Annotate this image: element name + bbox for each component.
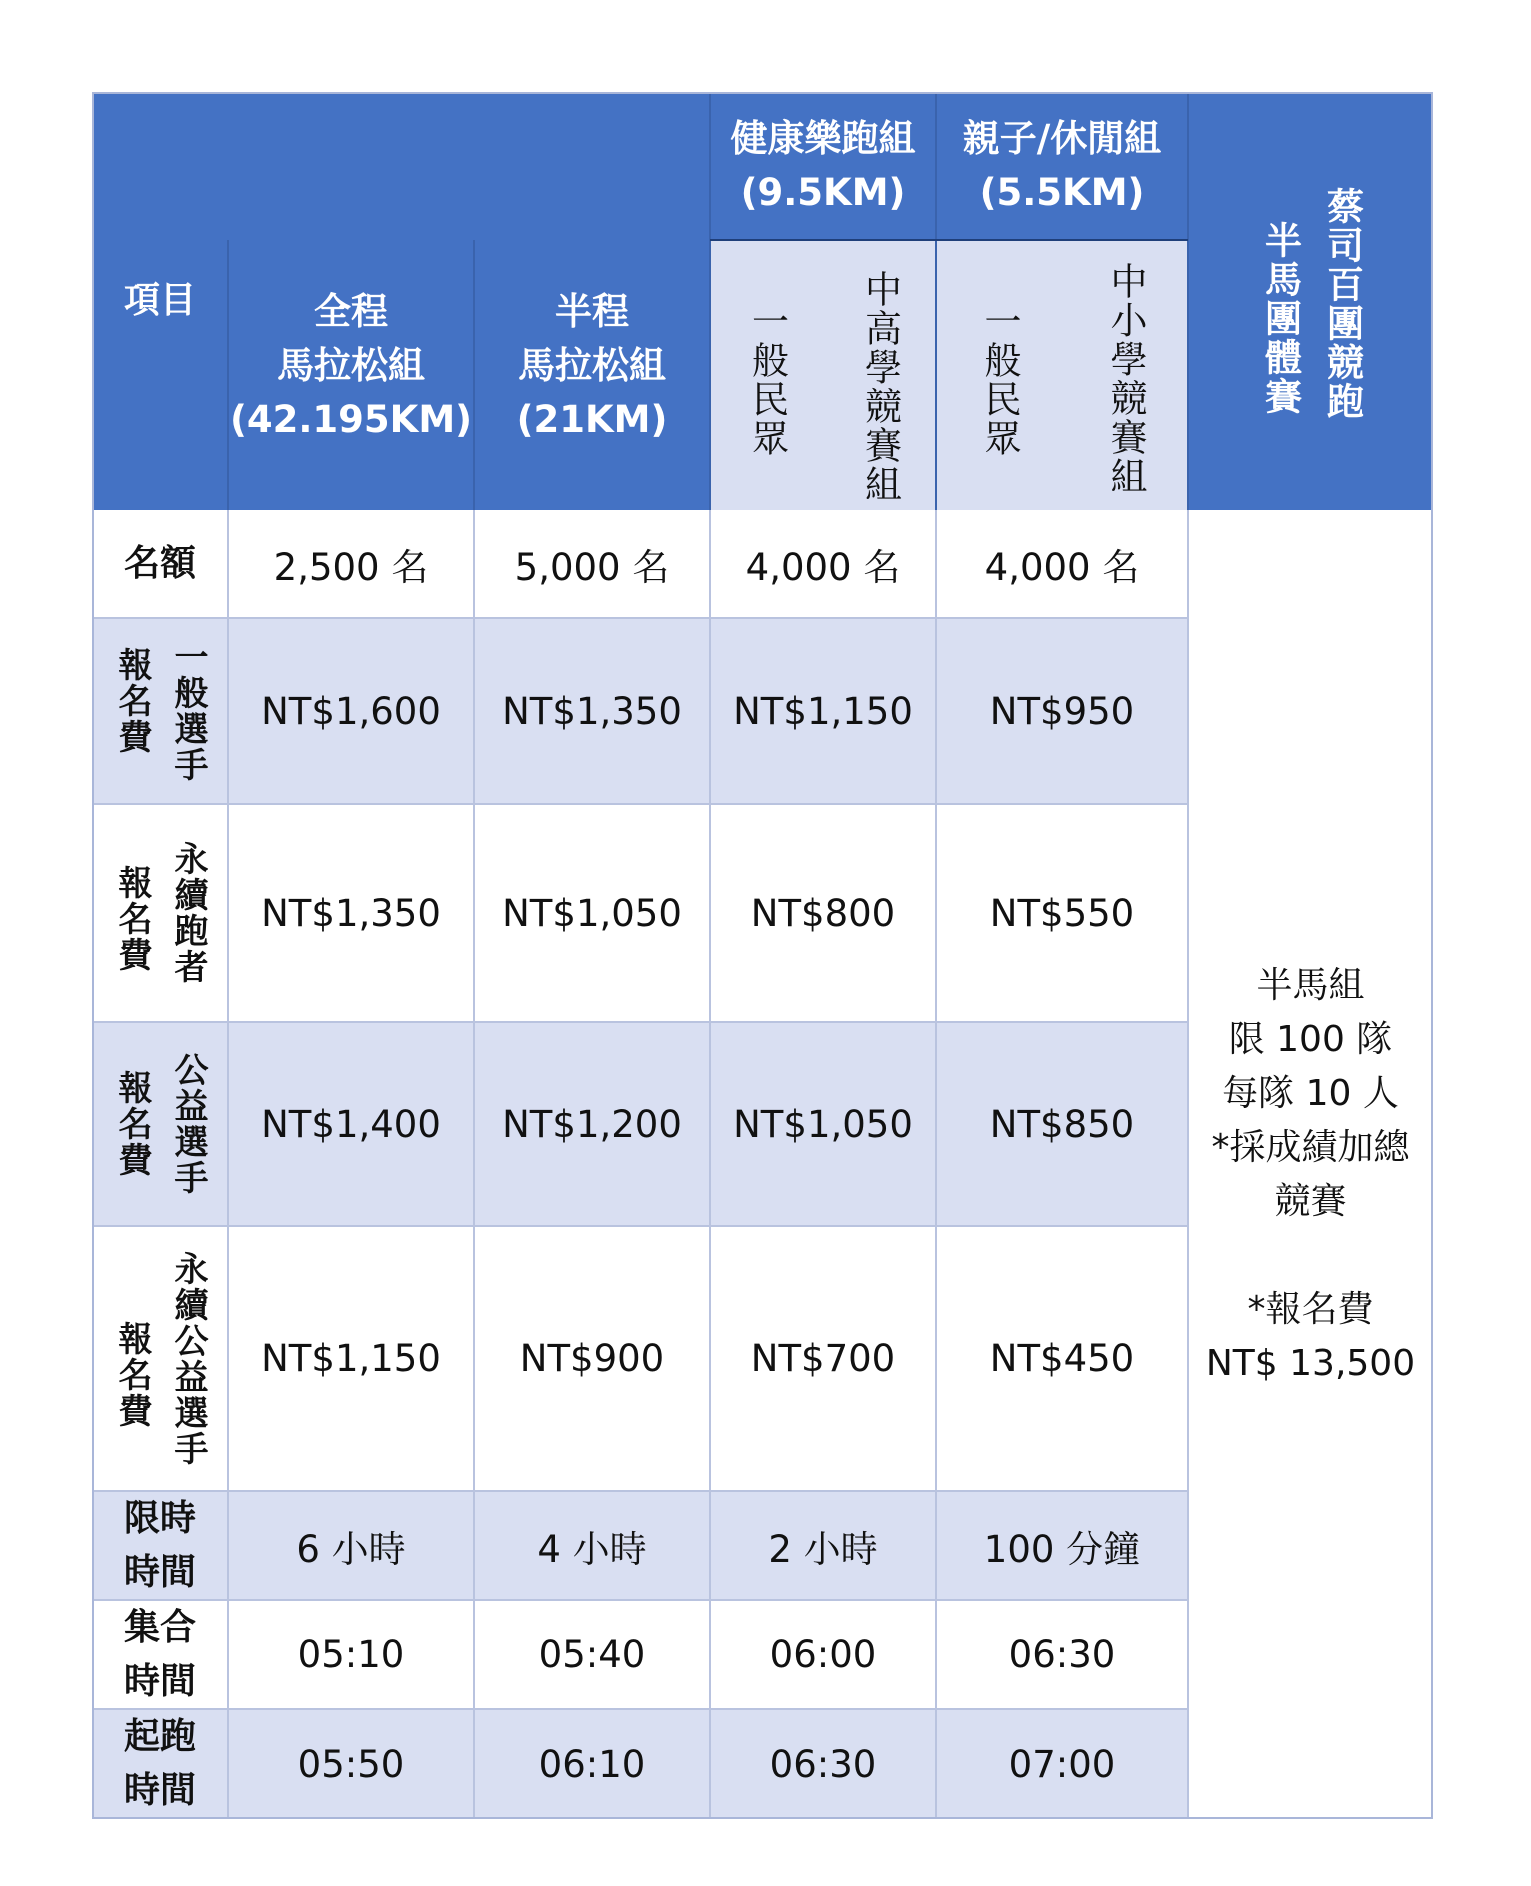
row-charity-fee-full: NT$1,400 [228,1022,474,1226]
row-time-limit-health: 2 小時 [710,1491,936,1600]
row-start-family: 07:00 [936,1709,1188,1819]
row-general-fee-full: NT$1,600 [228,618,474,804]
row-sustain-charity-fee-full: NT$1,150 [228,1226,474,1491]
row-sustain-fee-label-b: 報名費 [112,865,152,973]
row-time-limit-family: 100 分鐘 [936,1491,1188,1600]
team-race-note-cell [1188,510,1433,1819]
row-assembly-family: 06:30 [936,1600,1188,1709]
row-sustain-fee-family: NT$550 [936,804,1188,1022]
team-note-line2: 限 100 隊 [1228,1018,1393,1060]
row-quota-half: 5,000 名 [474,510,710,618]
row-charity-fee-family: NT$850 [936,1022,1188,1226]
header-health-line2: (9.5KM) [740,171,906,214]
header-full-line3: (42.195KM) [229,398,473,441]
header-team-col-a: 蔡司百團競跑 [1320,187,1364,421]
row-charity-fee-half: NT$1,200 [474,1022,710,1226]
row-general-fee-family: NT$950 [936,618,1188,804]
row-start-health: 06:30 [710,1709,936,1819]
row-quota-label: 名額 [92,510,228,618]
header-family-line2: (5.5KM) [979,171,1145,214]
row-assembly-label: 集合 時間 [92,1600,228,1709]
header-half-line1: 半程 [555,290,629,333]
team-note-line5: 競賽 [1274,1180,1347,1222]
header-full-line2: 馬拉松組 [277,344,425,387]
row-start-full: 05:50 [228,1709,474,1819]
header-family-sub2: 中小學競賽組 [1104,262,1147,496]
row-time-limit-half: 4 小時 [474,1491,710,1600]
team-note-line4: *採成績加總 [1211,1126,1410,1168]
header-family-general-cell [936,240,1062,510]
row-start-label: 起跑 時間 [92,1709,228,1819]
header-family-sub1: 一般民眾 [978,302,1021,458]
row-general-fee-label-b: 報名費 [112,647,152,755]
row-time-limit-full: 6 小時 [228,1491,474,1600]
row-general-fee-half: NT$1,350 [474,618,710,804]
row-sustain-charity-fee-label-b: 報名費 [112,1320,152,1429]
row-quota-health: 4,000 名 [710,510,936,618]
team-note-line7: NT$ 13,500 [1205,1342,1416,1384]
row-general-fee-label [92,618,228,804]
header-family-cell [936,92,1188,240]
header-family-school-cell [1062,240,1188,510]
header-health-sub2: 中高學競賽組 [858,270,902,504]
row-assembly-full: 05:10 [228,1600,474,1709]
header-half-line3: (21KM) [516,398,668,441]
row-start-half: 06:10 [474,1709,710,1819]
row-charity-fee-label-b: 報名費 [112,1070,152,1178]
header-health-sub1: 一般民眾 [745,302,789,458]
row-sustain-fee-full: NT$1,350 [228,804,474,1022]
row-sustain-charity-fee-label [92,1226,228,1491]
header-item-label: 項目 [123,280,196,321]
row-sustain-charity-fee-health: NT$700 [710,1226,936,1491]
row-assembly-health: 06:00 [710,1600,936,1709]
team-note-line1: 半馬組 [1256,964,1365,1006]
row-sustain-fee-label-a: 永續跑者 [168,841,208,985]
team-note-line6: *報名費 [1247,1288,1374,1330]
header-full-marathon-cell [228,92,474,510]
header-health-school-cell [823,240,936,510]
row-time-limit-label: 限時 時間 [92,1491,228,1600]
row-general-fee-label-a: 一般選手 [168,639,208,783]
header-team-col-b: 半馬團體賽 [1258,220,1302,416]
row-charity-fee-health: NT$1,050 [710,1022,936,1226]
row-sustain-charity-fee-family: NT$450 [936,1226,1188,1491]
header-half-line2: 馬拉松組 [518,344,666,387]
row-sustain-fee-half: NT$1,050 [474,804,710,1022]
header-health-run-cell [710,92,936,240]
row-sustain-charity-fee-half: NT$900 [474,1226,710,1491]
header-half-marathon-cell [474,92,710,510]
row-general-fee-health: NT$1,150 [710,618,936,804]
header-team-race-cell [1188,92,1433,510]
team-note-line3: 每隊 10 人 [1222,1072,1399,1114]
header-family-line1: 親子/休閒組 [962,117,1162,160]
row-sustain-charity-fee-label-a: 永續公益選手 [168,1250,208,1467]
row-quota-family: 4,000 名 [936,510,1188,618]
row-sustain-fee-health: NT$800 [710,804,936,1022]
row-quota-full: 2,500 名 [228,510,474,618]
row-sustain-fee-label [92,804,228,1022]
row-charity-fee-label-a: 公益選手 [168,1052,208,1196]
header-health-line1: 健康樂跑組 [730,117,916,160]
header-health-general-cell [710,240,823,510]
race-info-table [92,92,1433,1819]
row-charity-fee-label [92,1022,228,1226]
header-full-line1: 全程 [314,290,388,333]
row-assembly-half: 05:40 [474,1600,710,1709]
header-item-cell [92,92,228,510]
